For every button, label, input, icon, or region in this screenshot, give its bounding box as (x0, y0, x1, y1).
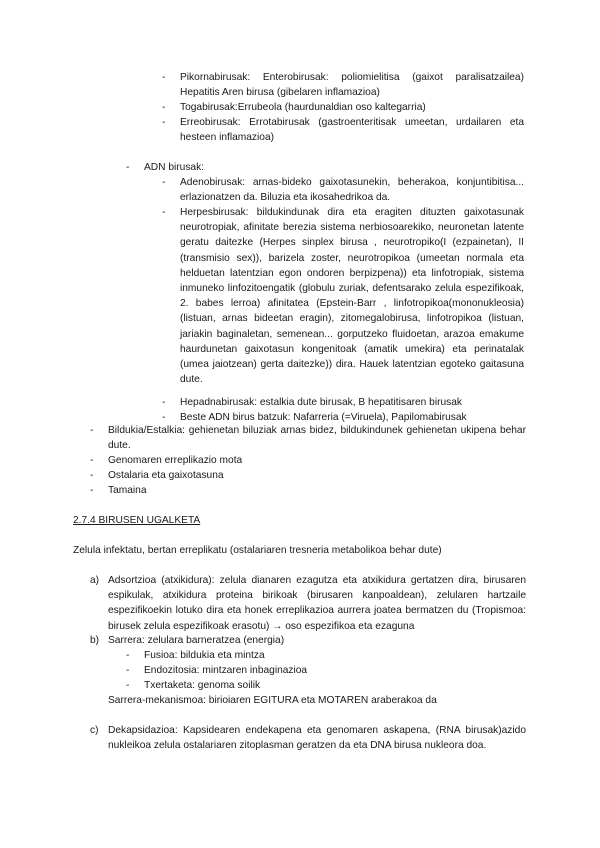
list-item: - Genomaren erreplikazio mota (90, 453, 526, 468)
insertion-text: Txertaketa: genoma soilik (144, 680, 261, 691)
dna-virus-list (162, 175, 524, 425)
step-a (90, 573, 526, 634)
step-c-text: Dekapsidazioa: Kapsidearen endekapena eta genomaren askapena, (RNA birusak)azido nukleikoa zelula ostalariaren zitoplasman geratzen da eta DNA birusa nukleora doa. (108, 725, 526, 752)
section-heading: 2.7.4 BIRUSEN UGALKETA (73, 515, 201, 526)
intro-paragraph: Zelula infektatu, bertan erreplikatu (ostalariaren tresneria metabolikoa behar dute) (73, 545, 442, 556)
classification-list (90, 423, 526, 498)
step-a-text: Adsortzioa (atxikidura): zelula dianaren ezagutza eta atxikidura gertatzen dira, birusaren espikulak, atxikidura proteina birikoak (birusaren kanpoaldean), zelularen hartzaile espezifikoekin lotuko dira eta honek erreplikazioa aurrera joatea bermatzen du (Tropismoa: birusek zelula espezifikoak erasotu) → oso espezifikoa eta ezaguna (108, 575, 526, 632)
list-item: - Pikornabirusak: Enterobirusak: poliomielitisa (gaixot paralisatzailea) Hepatitis Aren birusa (gibelaren inflamazioa) (162, 70, 524, 100)
step-a-label: a) (90, 575, 100, 586)
adenovirus-text: Adenobirusak: arnas-bideko gaixotasunekin, beherakoa, konjuntibitisa... erlazionatzen da. Biluzia eta ikosahedrikoa da. (180, 177, 524, 204)
step-b-note: Sarrera-mekanismoa: birioiaren EGITURA eta MOTAREN araberakoa da (108, 695, 437, 706)
fusion-text: Fusioa: bildukia eta mintza (144, 650, 265, 661)
step-c-label: c) (90, 725, 99, 736)
step-b (90, 633, 526, 648)
step-b-text: Sarrera: zelulara barneratzea (energia) (108, 635, 285, 646)
dna-virus-title: ADN birusak: (144, 162, 205, 173)
list-item: - Endozitosia: mintzaren inbaginazioa (126, 665, 308, 676)
list-item: - Beste ADN birus batzuk: Nafarreria (=Viruela), Papilomabirusak (162, 410, 524, 425)
host-disease-text: Ostalaria eta gaixotasuna (108, 470, 224, 481)
size-text: Tamaina (108, 485, 147, 496)
envelope-text: Bildukia/Estalkia: gehienetan biluziak arnas bidez, bildukindunek gehienetan ukipena behar dute. (108, 425, 526, 452)
rna-virus-list (162, 70, 524, 145)
list-item: - Togabirusak:Errubeola (haurdunaldian oso kaltegarria) (162, 100, 524, 115)
list-item: - Ostalaria eta gaixotasuna (90, 468, 526, 483)
herpesvirus-text: Herpesbirusak: bildukindunak dira eta eragiten dituzten gaixotasunak neurotropiak, afinitate berezia sistema nerbiosoarekiko, neuronetan latente geratu daitezke (Herpes sinplex birusa , neurotropiko(I (ezpainetan), II (transmisio sex)), barizela zoster, neurotropikoa (umeetan normala eta helduetan latentzian egon ondoren berpizpena)) eta linfotropiak, sistema inmuneko linfozitoengatik (globulu zuriak, defentsarako zelula espezifikoak, 2. babes lerroa) afinitatea (Epstein-Barr , linfotropikoa(mononukleosia)(listuan, arnas bideetan eragin), zitomegalobirusa, linfotropikoa (listuan, jariakin baginaletan, semenean... gorputzeko fluidoetan, arazoa emakume haurdunetan gaixotasun kongenitoak (amatik umekira) eta perinatalak (umea jaiotzean) gerta daitezke)) dira. Hauek latentzian egoteko gaitasuna dute. (180, 207, 524, 386)
reovirus-text: Erreobirusak: Errotabirusak (gastroenteritisak umeetan, urdailaren eta hesteen inflamazioa) (180, 117, 524, 144)
list-item: - Hepadnabirusak: estalkia dute birusak, B hepatitisaren birusak (162, 395, 524, 410)
list-item: - Tamaina (90, 483, 526, 498)
step-b-label: b) (90, 635, 100, 646)
dna-virus-heading: - ADN birusak: (126, 162, 205, 173)
other-dna-virus-text: Beste ADN birus batzuk: Nafarreria (=Viruela), Papilomabirusak (180, 412, 467, 423)
list-item: - Bildukia/Estalkia: gehienetan biluziak arnas bidez, bildukindunek gehienetan ukipena behar dute. (90, 423, 526, 453)
togavirus-text: Togabirusak:Errubeola (haurdunaldian oso kaltegarria) (180, 102, 426, 113)
genome-replication-text: Genomaren erreplikazio mota (108, 455, 243, 466)
step-b-sublist (126, 648, 526, 693)
picornavirus-text: Pikornabirusak: Enterobirusak: poliomielitisa (gaixot paralisatzailea) Hepatitis Aren birusa (gibelaren inflamazioa) (180, 72, 524, 99)
step-c (90, 723, 526, 753)
list-item: - Txertaketa: genoma soilik (126, 680, 261, 691)
list-item: - Adenobirusak: arnas-bideko gaixotasunekin, beherakoa, konjuntibitisa... erlazionatzen da. Biluzia eta ikosahedrikoa da. (162, 175, 524, 205)
list-item: - Herpesbirusak: bildukindunak dira eta eragiten dituzten gaixotasunak neurotropiak, afinitate berezia sistema nerbiosoarekiko, neuronetan latente geratu daitezke (Herpes sinplex birusa , neurotropiko(I (ezpainetan), II (transmisio sex)), barizela zoster, neurotropikoa (umeetan normala eta helduetan latentzian egon ondoren berpizpena)) eta linfotropiak, sistema inmuneko linfozitoengatik (globulu zuriak, defentsarako zelula espezifikoak, 2. babes lerroa) afinitatea (Epstein-Barr , linfotropikoa(mononukleosia)(listuan, arnas bideetan eragin), zitomegalobirusa, linfotropikoa (listuan, jariakin baginaletan, semenean... gorputzeko fluidoetan, arazoa emakume haurdunetan gaixotasun kongenitoak (amatik umekira) eta perinatalak (umea jaiotzean) gerta daitezke)) dira. Hauek latentzian egoteko gaitasuna dute. (162, 205, 524, 395)
endocytosis-text: Endozitosia: mintzaren inbaginazioa (144, 665, 308, 676)
list-item: - Fusioa: bildukia eta mintza (126, 650, 265, 661)
list-item: - Erreobirusak: Errotabirusak (gastroenteritisak umeetan, urdailaren eta hesteen inflamazioa) (162, 115, 524, 145)
hepadnavirus-text: Hepadnabirusak: estalkia dute birusak, B hepatitisaren birusak (180, 397, 463, 408)
